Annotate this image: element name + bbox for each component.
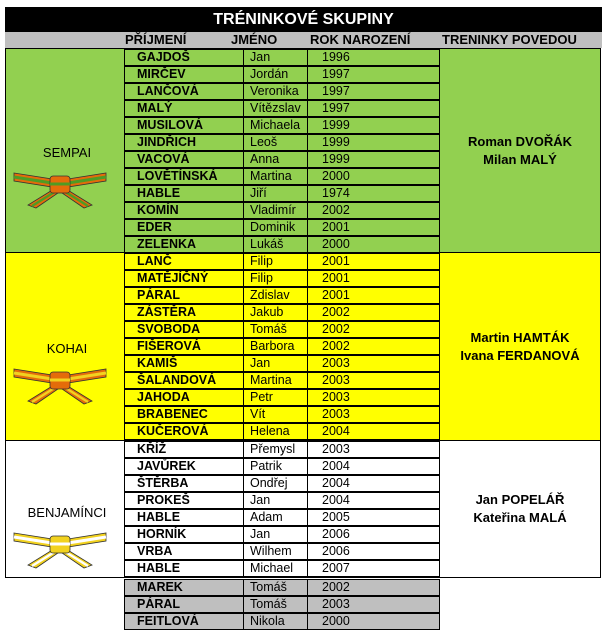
member-surname: SVOBODA: [137, 322, 201, 336]
table-row: [124, 117, 440, 134]
coach-name: Kateřina MALÁ: [473, 510, 567, 525]
table-row: [124, 253, 440, 270]
table-row: [124, 441, 440, 458]
member-firstname: Michaela: [243, 118, 300, 133]
group-coaches: [436, 133, 604, 169]
table-row: [124, 202, 440, 219]
coach-name: Ivana FERDANOVÁ: [460, 347, 580, 363]
member-firstname: Jan: [243, 50, 270, 65]
table-row: [124, 83, 440, 100]
member-birth-year: 2001: [307, 220, 350, 235]
table-row: [124, 270, 440, 287]
member-birth-year: 2003: [307, 597, 350, 612]
member-birth-year: 2004: [307, 424, 350, 439]
member-firstname: Vít: [243, 407, 265, 422]
member-firstname: Jan: [243, 356, 270, 371]
member-birth-year: 2003: [307, 442, 350, 457]
member-birth-year: 1999: [307, 135, 350, 150]
belt-icon: [12, 163, 108, 209]
table-row: [124, 526, 440, 543]
member-firstname: Jakub: [243, 305, 283, 320]
member-firstname: Michael: [243, 561, 293, 576]
member-surname: LANČOVÁ: [137, 84, 199, 98]
member-surname: ZÁSTĚRA: [137, 305, 197, 319]
table-row: [124, 458, 440, 475]
member-surname: HORNÍK: [137, 527, 187, 541]
member-birth-year: 2001: [307, 254, 350, 269]
member-surname: PÁRAL: [137, 597, 181, 611]
coach-name: Martin HAMTÁK: [470, 329, 570, 345]
member-surname: MATĚJÍČNÝ: [137, 271, 209, 285]
member-surname: MIRČEV: [137, 67, 186, 81]
table-row: [124, 406, 440, 423]
member-firstname: Jiří: [243, 186, 267, 201]
member-firstname: Martina: [243, 373, 292, 388]
member-birth-year: 1997: [307, 84, 350, 99]
member-surname: MUSILOVÁ: [137, 118, 203, 132]
member-birth-year: 2003: [307, 356, 350, 371]
member-firstname: Patrik: [243, 459, 282, 474]
member-firstname: Tomáš: [243, 597, 287, 612]
table-title: TRÉNINKOVÉ SKUPINY: [5, 7, 602, 32]
member-birth-year: 2002: [307, 339, 350, 354]
member-surname: LOVĚTÍNSKÁ: [137, 169, 218, 183]
table-row: [124, 372, 440, 389]
member-surname: JINDŘICH: [137, 135, 197, 149]
member-surname: JAVŮREK: [137, 459, 196, 473]
member-surname: ŠALANDOVÁ: [137, 373, 217, 387]
member-birth-year: 1999: [307, 152, 350, 167]
coach-name: Milan MALÝ: [483, 152, 557, 167]
member-firstname: Tomáš: [243, 322, 287, 337]
member-birth-year: 2006: [307, 544, 350, 559]
member-surname: MALÝ: [137, 101, 173, 115]
table-row: [124, 475, 440, 492]
member-surname: BRABENEC: [137, 407, 208, 421]
coach-name: Roman DVOŘÁK: [467, 134, 572, 149]
member-firstname: Adam: [243, 510, 283, 525]
member-firstname: Filip: [243, 271, 273, 286]
table-row: [124, 509, 440, 526]
table-row: [124, 321, 440, 338]
header-row: [5, 32, 602, 48]
group-coaches: [436, 329, 604, 365]
header-coaches: TRENINKY POVEDOU: [442, 32, 577, 47]
member-firstname: Nikola: [243, 614, 285, 629]
member-surname: PÁRAL: [137, 288, 181, 302]
member-birth-year: 1997: [307, 67, 350, 82]
member-surname: KOMÍN: [137, 203, 179, 217]
member-birth-year: 1974: [307, 186, 350, 201]
table-row: [124, 219, 440, 236]
header-firstname: JMÉNO: [231, 32, 278, 47]
member-firstname: Vladimír: [243, 203, 296, 218]
belt-icon: [12, 359, 108, 405]
member-birth-year: 1997: [307, 101, 350, 116]
member-firstname: Jan: [243, 493, 270, 508]
member-birth-year: 2002: [307, 322, 350, 337]
member-birth-year: 2007: [307, 561, 350, 576]
table-row: [124, 168, 440, 185]
group-name: BENJAMÍNCI: [27, 504, 107, 520]
member-firstname: Jan: [243, 527, 270, 542]
table-row: [124, 338, 440, 355]
member-surname: GAJDOŠ: [137, 50, 190, 64]
table-row: [124, 66, 440, 83]
member-birth-year: 2001: [307, 288, 350, 303]
member-birth-year: 2001: [307, 271, 350, 286]
member-firstname: Wilhem: [243, 544, 292, 559]
table-row: [124, 151, 440, 168]
table-row: [124, 185, 440, 202]
table-row: [124, 236, 440, 253]
member-firstname: Vítězslav: [243, 101, 301, 116]
header-surname: PŘÍJMENÍ: [125, 32, 187, 47]
member-surname: ZELENKA: [137, 237, 197, 251]
member-birth-year: 2002: [307, 305, 350, 320]
member-firstname: Barbora: [243, 339, 294, 354]
table-row: [124, 543, 440, 560]
member-surname: KŘÍŽ: [137, 442, 167, 456]
member-firstname: Veronika: [243, 84, 299, 99]
member-surname: HABLE: [137, 510, 181, 524]
member-surname: HABLE: [137, 186, 181, 200]
member-surname: VRBA: [137, 544, 173, 558]
member-surname: MAREK: [137, 580, 183, 594]
belt-icon: [12, 523, 108, 569]
table-row: [124, 304, 440, 321]
member-surname: LANČ: [137, 254, 172, 268]
table-row: [124, 492, 440, 509]
member-firstname: Tomáš: [243, 580, 287, 595]
member-surname: KAMIŠ: [137, 356, 178, 370]
member-surname: FEITLOVÁ: [137, 614, 199, 628]
member-firstname: Dominik: [243, 220, 295, 235]
member-birth-year: 2006: [307, 527, 350, 542]
member-birth-year: 2004: [307, 459, 350, 474]
member-birth-year: 2000: [307, 237, 350, 252]
member-birth-year: 2004: [307, 476, 350, 491]
group-name: SEMPAI: [42, 144, 92, 160]
member-firstname: Lukáš: [243, 237, 283, 252]
member-surname: KUČEROVÁ: [137, 424, 209, 438]
member-firstname: Helena: [243, 424, 290, 439]
table-row: [124, 579, 440, 596]
member-birth-year: 2000: [307, 614, 350, 629]
member-birth-year: 2005: [307, 510, 350, 525]
member-surname: JAHODA: [137, 390, 190, 404]
member-firstname: Jordán: [243, 67, 288, 82]
member-surname: ŠTĚRBA: [137, 476, 189, 490]
member-firstname: Ondřej: [243, 476, 288, 491]
table-row: [124, 134, 440, 151]
table-row: [124, 287, 440, 304]
member-firstname: Filip: [243, 254, 273, 269]
table-row: [124, 355, 440, 372]
table-row: [124, 423, 440, 440]
member-firstname: Martina: [243, 169, 292, 184]
table-row: [124, 560, 440, 577]
member-birth-year: 2003: [307, 390, 350, 405]
member-birth-year: 2000: [307, 169, 350, 184]
member-firstname: Zdislav: [243, 288, 290, 303]
member-surname: HABLE: [137, 561, 181, 575]
member-surname: PROKEŠ: [137, 493, 190, 507]
member-birth-year: 2002: [307, 203, 350, 218]
member-firstname: Přemysl: [243, 442, 295, 457]
member-birth-year: 2003: [307, 407, 350, 422]
header-birth-year: ROK NAROZENÍ: [310, 32, 411, 47]
table-row: [124, 389, 440, 406]
member-firstname: Petr: [243, 390, 273, 405]
member-surname: EDER: [137, 220, 172, 234]
table-row: [124, 100, 440, 117]
member-firstname: Leoš: [243, 135, 277, 150]
member-firstname: Anna: [243, 152, 279, 167]
coach-name: Jan POPELÁŘ: [475, 492, 565, 507]
table-row: [124, 49, 440, 66]
member-birth-year: 2002: [307, 580, 350, 595]
member-birth-year: 1999: [307, 118, 350, 133]
group-coaches: [436, 491, 604, 527]
member-surname: FIŠEROVÁ: [137, 339, 201, 353]
table-row: [124, 596, 440, 613]
member-surname: VACOVÁ: [137, 152, 190, 166]
table-row: [124, 613, 440, 630]
member-birth-year: 2004: [307, 493, 350, 508]
member-birth-year: 1996: [307, 50, 350, 65]
group-name: KOHAI: [46, 340, 88, 356]
member-birth-year: 2003: [307, 373, 350, 388]
